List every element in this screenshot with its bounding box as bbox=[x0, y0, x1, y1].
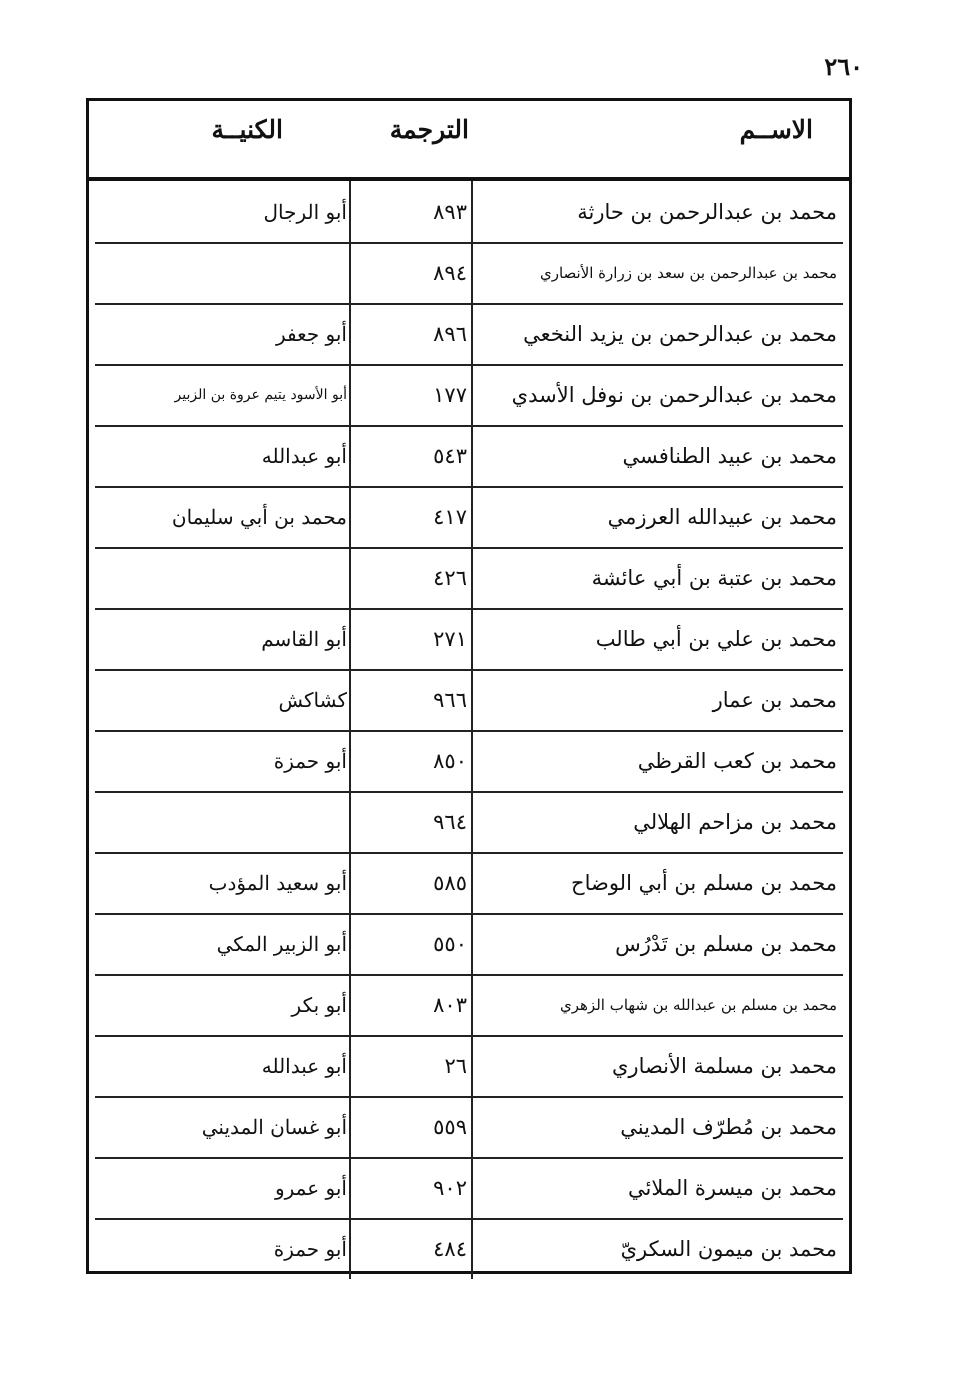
table-row bbox=[95, 1035, 843, 1098]
index-table bbox=[86, 98, 852, 1274]
table-row bbox=[95, 852, 843, 915]
tarjama-number-cell: ٢٧١ bbox=[349, 608, 471, 669]
header-name: الاســم bbox=[739, 115, 813, 144]
kunya-cell: أبو الأسود يتيم عروة بن الزبير bbox=[174, 386, 347, 403]
table-row bbox=[95, 425, 843, 488]
table-row bbox=[95, 974, 843, 1037]
tarjama-number-cell: ٩٦٦ bbox=[349, 669, 471, 730]
tarjama-number-cell: ٨٥٠ bbox=[349, 730, 471, 791]
kunya-cell: محمد بن أبي سليمان bbox=[171, 504, 347, 529]
tarjama-number-cell: ٩٠٢ bbox=[349, 1157, 471, 1218]
kunya-cell bbox=[95, 547, 349, 608]
header-kunya: الكنيــة bbox=[211, 115, 283, 144]
kunya-cell: كشاكش bbox=[278, 687, 347, 712]
name-cell: محمد بن عبدالرحمن بن يزيد النخعي bbox=[471, 303, 843, 364]
kunya-cell: أبو عمرو bbox=[274, 1175, 347, 1200]
tarjama-number-cell: ٥٤٣ bbox=[349, 425, 471, 486]
name-cell: محمد بن مسلم بن عبدالله بن شهاب الزهري bbox=[471, 974, 843, 1035]
kunya-cell bbox=[95, 242, 349, 303]
tarjama-number-cell: ٨٩٦ bbox=[349, 303, 471, 364]
kunya-cell: أبو الرجال bbox=[263, 199, 347, 224]
table-row bbox=[95, 1218, 843, 1279]
table-row bbox=[95, 1096, 843, 1159]
table-row bbox=[95, 364, 843, 427]
table-row bbox=[95, 608, 843, 671]
table-row bbox=[95, 669, 843, 732]
table-row bbox=[95, 791, 843, 854]
table-row bbox=[95, 547, 843, 610]
tarjama-number-cell: ٨٩٣ bbox=[349, 181, 471, 242]
kunya-cell: أبو عبدالله bbox=[261, 1053, 347, 1078]
table-row bbox=[95, 1157, 843, 1220]
tarjama-number-cell: ١٧٧ bbox=[349, 364, 471, 425]
kunya-cell: أبو غسان المديني bbox=[201, 1114, 347, 1139]
tarjama-number-cell: ٤٢٦ bbox=[349, 547, 471, 608]
tarjama-number-cell: ٨٠٣ bbox=[349, 974, 471, 1035]
kunya-cell: أبو سعيد المؤدب bbox=[208, 870, 347, 895]
name-cell: محمد بن علي بن أبي طالب bbox=[471, 608, 843, 669]
kunya-cell: أبو بكر bbox=[291, 992, 347, 1017]
tarjama-number-cell: ٤١٧ bbox=[349, 486, 471, 547]
name-cell: محمد بن مسلم بن تَدْرُس bbox=[471, 913, 843, 974]
table-row bbox=[95, 486, 843, 549]
name-cell: محمد بن عبيدالله العرزمي bbox=[471, 486, 843, 547]
name-cell: محمد بن مسلم بن أبي الوضاح bbox=[471, 852, 843, 913]
name-cell: محمد بن عبدالرحمن بن حارثة bbox=[471, 181, 843, 242]
name-cell: محمد بن كعب القرظي bbox=[471, 730, 843, 791]
name-cell: محمد بن عتبة بن أبي عائشة bbox=[471, 547, 843, 608]
table-row bbox=[95, 181, 843, 244]
name-cell: محمد بن عبدالرحمن بن نوفل الأسدي bbox=[471, 364, 843, 425]
name-cell: محمد بن عبيد الطنافسي bbox=[471, 425, 843, 486]
tarjama-number-cell: ٨٩٤ bbox=[349, 242, 471, 303]
table-row bbox=[95, 303, 843, 366]
name-cell: محمد بن عمار bbox=[471, 669, 843, 730]
table-row bbox=[95, 730, 843, 793]
name-cell: محمد بن ميمون السكريّ bbox=[471, 1218, 843, 1279]
tarjama-number-cell: ٤٨٤ bbox=[349, 1218, 471, 1279]
kunya-cell bbox=[95, 791, 349, 852]
tarjama-number-cell: ٥٨٥ bbox=[349, 852, 471, 913]
kunya-cell: أبو حمزة bbox=[273, 1236, 347, 1261]
kunya-cell: أبو حمزة bbox=[273, 748, 347, 773]
table-header bbox=[89, 101, 849, 181]
name-cell: محمد بن ميسرة الملائي bbox=[471, 1157, 843, 1218]
kunya-cell: أبو القاسم bbox=[261, 626, 347, 651]
table-row bbox=[95, 242, 843, 305]
kunya-cell: أبو عبدالله bbox=[261, 443, 347, 468]
name-cell: محمد بن مزاحم الهلالي bbox=[471, 791, 843, 852]
tarjama-number-cell: ٢٦ bbox=[349, 1035, 471, 1096]
table-body bbox=[95, 181, 843, 1271]
tarjama-number-cell: ٥٥٩ bbox=[349, 1096, 471, 1157]
kunya-cell: أبو جعفر bbox=[276, 321, 347, 346]
table-row bbox=[95, 913, 843, 976]
tarjama-number-cell: ٥٥٠ bbox=[349, 913, 471, 974]
page-number: ٢٦٠ bbox=[824, 52, 863, 81]
name-cell: محمد بن مُطرّف المديني bbox=[471, 1096, 843, 1157]
tarjama-number-cell: ٩٦٤ bbox=[349, 791, 471, 852]
kunya-cell: أبو الزبير المكي bbox=[216, 931, 347, 956]
name-cell: محمد بن مسلمة الأنصاري bbox=[471, 1035, 843, 1096]
header-tarjama: الترجمة bbox=[389, 115, 469, 144]
name-cell: محمد بن عبدالرحمن بن سعد بن زرارة الأنصاري bbox=[471, 242, 843, 303]
